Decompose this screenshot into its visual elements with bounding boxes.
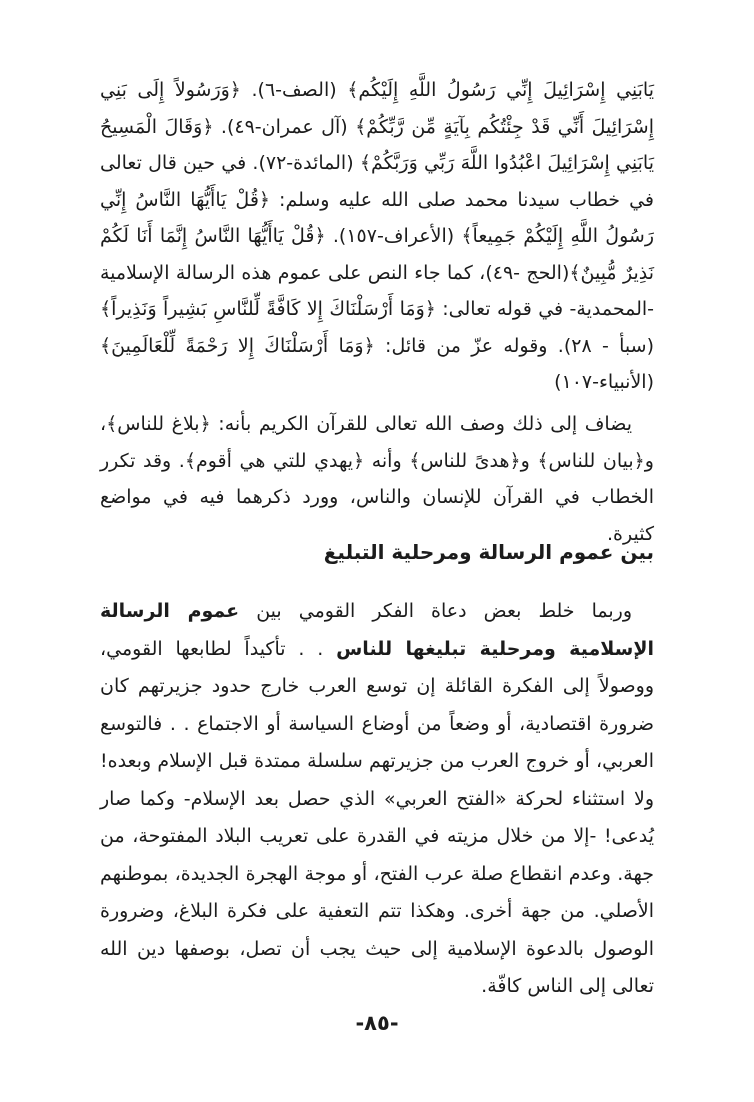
paragraph-quran-verses — [100, 72, 654, 401]
paragraph-1-text: يَابَنِي إِسْرَائِيلَ إِنِّي رَسُولُ اللَّهِ إِلَيْكُم﴾ (الصف-٦). ﴿وَرَسُولاً إِلَى بَنِي إِسْرَائِيلَ أَنِّي قَدْ جِئْتُكُم بِآيَةٍ مِّن رَّبِّكُمْ﴾ (آل عمران-٤٩). ﴿وَقَالَ الْمَسِيحُ يَابَنِي إِسْرَائِيلَ اعْبُدُوا اللَّهَ رَبِّي وَرَبَّكُمْ﴾ (المائدة-٧٢). في حين قال تعالى في خطاب سيدنا محمد صلى الله عليه وسلم: ﴿قُلْ يَاأَيُّهَا النَّاسُ إِنِّي رَسُولُ اللَّهِ إِلَيْكُمْ جَمِيعاً﴾ (الأعراف-١٥٧). ﴿قُلْ يَاأَيُّهَا النَّاسُ إِنَّمَا أَنَا لَكُمْ نَذِيرٌ مُّبِينٌ﴾(الحج -٤٩)، كما جاء النص على عموم هذه الرسالة الإسلامية -المحمدية- في قوله تعالى: ﴿وَمَا أَرْسَلْنَاكَ إِلا كَافَّةً لِّلنَّاسِ بَشِيراً وَنَذِيراً﴾ (سبأ - ٢٨). وقوله عزّ من قائل: ﴿وَمَا أَرْسَلْنَاكَ إِلا رَحْمَةً لِّلْعَالَمِينَ﴾ (الأنبياء-١٠٧) — [100, 79, 655, 393]
paragraph-2-text: يضاف إلى ذلك وصف الله تعالى للقرآن الكريم بأنه: ﴿بلاغ للناس﴾، و﴿بيان للناس﴾ و﴿هدىً للناس﴾ وأنه ﴿يهدي للتي هي أقوم﴾. وقد تكرر الخطاب في القرآن للإنسان والناس، وورد ذكرهما فيه في مواضع كثيرة. — [100, 413, 654, 545]
paragraph-3-lead: وربما خلط بعض دعاة الفكر القومي بين — [256, 600, 632, 622]
section-heading: بين عموم الرسالة ومرحلية التبليغ — [323, 540, 654, 564]
page-number: -٨٥- — [355, 1011, 399, 1035]
paragraph-quran-description — [100, 406, 654, 552]
paragraph-3-container — [100, 593, 654, 1006]
paragraph-3-rest: . . تأكيداً لطابعها القومي، ووصولاً إلى الفكرة القائلة إن توسع العرب خارج حدود جزيرتهم كان ضرورة اقتصادية، أو وضعاً من أوضاع السياسة أو الاجتماع . . فالتوسع العربي، أو خروج العرب من جزيرتهم سلسلة ممتدة قبل الإسلام وبعده! ولا استثناء لحركة «الفتح العربي» الذي حصل بعد الإسلام- وكما صار يُدعى! -إلا من خلال مزيته في القدرة على تعريب البلاد المفتوحة، من جهة. وعدم انقطاع صلة عرب الفتح، أو موجة الهجرة الجديدة، بموطنهم الأصلي. من جهة أخرى. وهكذا تتم التعفية على فكرة البلاغ، وضرورة الوصول بالدعوة الإسلامية إلى حيث يجب أن تصل، بوصفها دين الله تعالى إلى الناس كافّة. — [100, 637, 654, 997]
paragraph-nationalism-discussion — [100, 593, 654, 1006]
paragraph-2-container — [100, 406, 654, 552]
paragraph-3-emphasis: عموم الرسالة الإسلامية ومرحلية تبليغها للناس — [100, 600, 654, 660]
